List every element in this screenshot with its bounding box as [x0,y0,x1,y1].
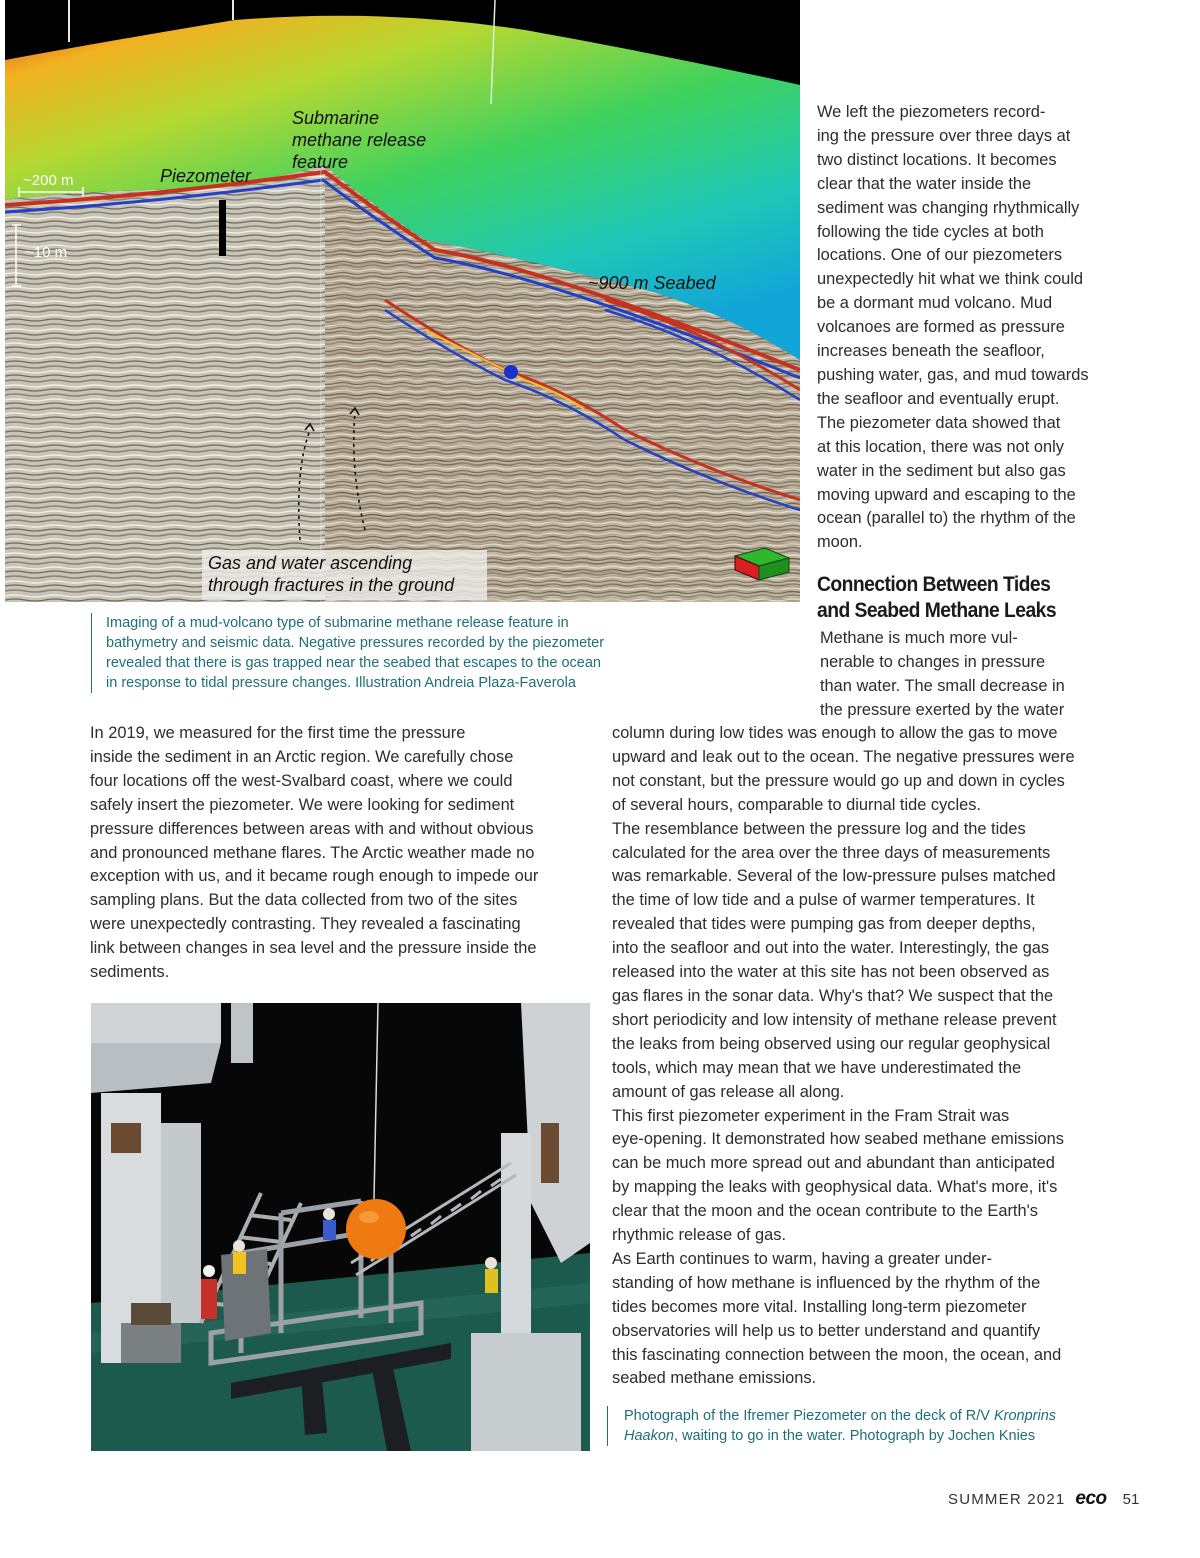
body-text-right-mid: Methane is much more vul- nerable to changes in pressure than water. The small decrease in the pressure exerted by the water [820,629,1065,719]
seismic-bathymetry-image [5,0,800,602]
caption-text-part2: , waiting to go in the water. Photograph by Jochen Knies [673,1428,1036,1444]
piezometer-deck-illustration [91,1003,590,1451]
page-footer [948,1487,1139,1511]
vertical-scale-label: ~10 m [25,244,68,261]
deck-photograph [91,1003,590,1451]
section-heading: Connection Between Tides and Seabed Methane Leaks [817,573,1057,622]
caption-text-part1: Photograph of the Ifremer Piezometer on the deck of R/V [624,1408,994,1424]
figure-caption-photograph [607,1406,1164,1446]
page-number: 51 [1122,1490,1140,1508]
body-text-right-bottom: column during low tides was enough to allow the gas to move upward and leak out to the ocean. The negative pressures were not constant, but the pressure would go up and down in cycles of several hours, comparable to diurnal tide cycles. The resemblance between the pressure log and the tides calculated for the area over the three days of measurements was remarkable. Several of the low-pressure pulses matched the time of low tide and a pulse of warmer temperatures. It revealed that tides were pumping gas from deeper depths, into the seafloor and out into the water. Interestingly, the gas released into the water at this site has not been observed as gas flares in the sonar data. Why's that? We suspect that the short periodicity and low intensity of methane release prevent the leaks from being observed using our regular geophysical tools, which may mean that we have underestimated the amount of gas release all along. This first piezometer experiment in the Fram Strait was eye-opening. It demonstrated how seabed methane emissions can be much more spread out and abundant than anticipated by mapping the leaks with geophysical data. What's more, it's clear that the moon and the ocean contribute to the Earth's rhythmic release of gas. As Earth continues to warm, having a greater under- standing of how methane is influenced by the rhythm of the tides becomes more vital. Installing long-term piezometer observatories will help us to better understand and quantify this fascinating connection between the moon, the ocean, and seabed methane emissions. [612,724,1075,1388]
label-seabed-depth: ~900 m Seabed [588,273,716,293]
label-gas-ascending: Gas and water ascending through fractures in the ground [202,550,487,600]
label-methane-release-feature: Submarine methane release feature [292,108,427,172]
body-text-right-top: We left the piezometers record- ing the pressure over three days at two distinct locations. It becomes clear that the water inside the sediment was changing rhythmically following the tide cycles at both locations. One of our piezometers unexpectedly hit what we think could be a dormant mud volcano. Mud volcanoes are formed as pressure increases beneath the seafloor, pushing water, gas, and mud towards the seafloor and eventually erupt. The piezometer data showed that at this location, there was not only water in the sediment but also gas moving upward and escaping to the ocean (parallel to) the rhythm of the moon. [817,103,1089,552]
magazine-logo: eco [1075,1488,1107,1509]
seismic-illustration [5,0,800,602]
horizontal-scale-label: ~200 m [23,172,74,189]
vessel-name: Kronprins Haakon [624,1408,1057,1444]
label-piezometer: Piezometer [160,166,252,186]
body-text-left: In 2019, we measured for the first time the pressure inside the sediment in an Arctic region. We carefully chose four locations off the west-Svalbard coast, where we could safely insert the piezometer. We were looking for sediment pressure differences between areas with and without obvious and pronounced methane flares. The Arctic weather made no exception with us, and it became rough enough to impede our sampling plans. But the data collected from two of the sites were unexpectedly contrasting. They revealed a fascinating link between changes in sea level and the pressure inside the sediments. [90,724,539,982]
figure-caption-seismic: Imaging of a mud-volcano type of submarine methane release feature in bathymetry and seismic data. Negative pressures recorded by the piezometer revealed that there is gas trapped near the seabed that escapes to the ocean in response to tidal pressure changes. Illustration Andreia Plaza-Faverola [91,613,706,693]
issue-label: SUMMER 2021 [948,1490,1066,1508]
